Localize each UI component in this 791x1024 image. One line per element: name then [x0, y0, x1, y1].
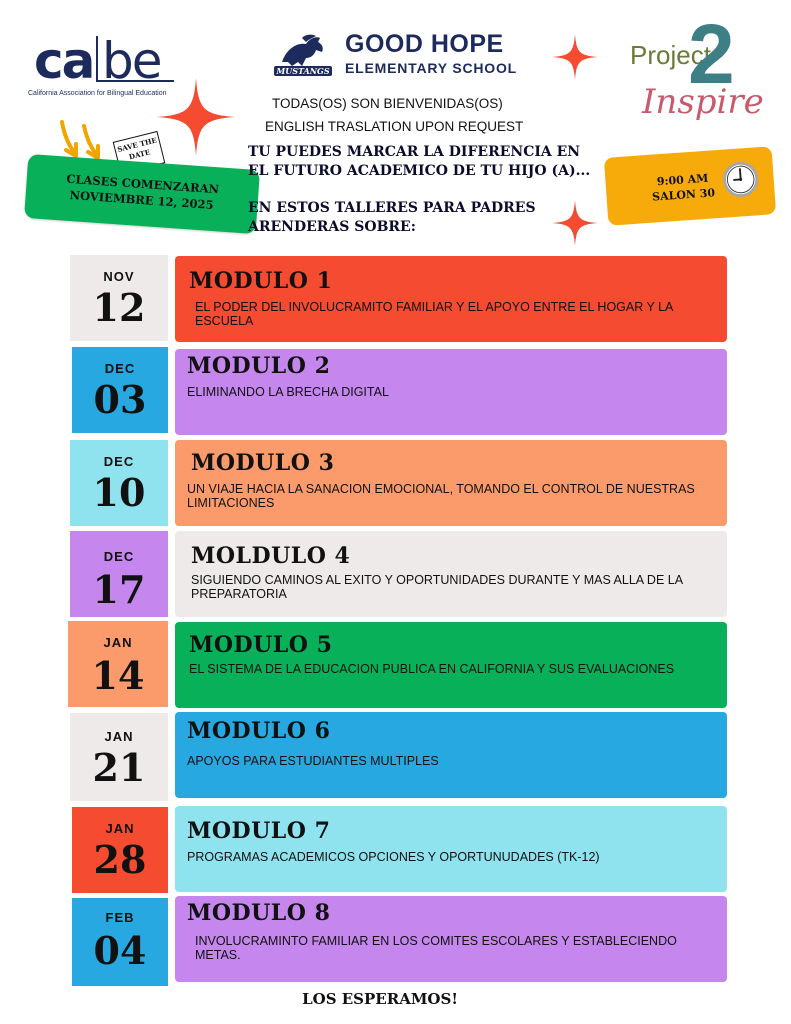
date-day: 17	[92, 567, 146, 612]
date-month: JAN	[103, 635, 133, 650]
date-month: JAN	[105, 821, 135, 836]
module-title: MOLDULO 4	[191, 543, 351, 569]
module-description: APOYOS PARA ESTUDIANTES MULTIPLES	[187, 754, 439, 768]
module-card	[175, 806, 727, 892]
sparkle-icon	[157, 78, 235, 156]
date-month: JAN	[104, 729, 134, 744]
project-logo-number: 2	[688, 7, 735, 101]
cabe-logo-letters-right: be	[102, 32, 161, 90]
start-date-badge-text: CLASES COMENZARAN NOVIEMBRE 12, 2025	[65, 171, 220, 212]
time-badge-text	[647, 170, 719, 205]
module-title: MODULO 2	[187, 353, 331, 379]
date-day: 03	[93, 377, 147, 422]
date-day: 10	[92, 470, 146, 515]
date-month: DEC	[103, 454, 135, 469]
cabe-subtitle: California Association for Bilingual Education	[28, 90, 167, 97]
date-month: DEC	[104, 361, 136, 376]
school-name: GOOD HOPE	[345, 30, 504, 58]
project-logo-word: Project	[630, 40, 711, 70]
module-card	[175, 622, 727, 708]
start-date-badge	[24, 154, 260, 234]
cabe-logo-letters-left: ca	[34, 32, 94, 90]
date-month: NOV	[103, 269, 135, 284]
save-the-date-stamp: SAVE THE DATE	[113, 131, 166, 174]
mustang-horse-icon	[272, 32, 334, 78]
school-subtitle: ELEMENTARY SCHOOL	[345, 60, 518, 76]
translation-text: ENGLISH TRASLATION UPON REQUEST	[265, 119, 524, 134]
schedule-date	[70, 440, 168, 526]
module-card	[175, 440, 727, 526]
module-card	[175, 349, 727, 435]
module-description: ELIMINANDO LA BRECHA DIGITAL	[187, 385, 389, 399]
schedule-date	[70, 255, 168, 341]
date-day: 14	[91, 653, 145, 698]
project-logo-inspire: Inspire	[642, 82, 764, 122]
welcome-text: TODAS(OS) SON BIENVENIDAS(OS)	[272, 96, 503, 111]
module-card	[175, 256, 727, 342]
module-description: PROGRAMAS ACADEMICOS OPCIONES Y OPORTUNUDADES (TK-12)	[187, 850, 600, 864]
clock-icon	[720, 159, 761, 200]
cabe-logo-mark	[28, 30, 178, 88]
schedule-date	[68, 621, 168, 707]
time-badge	[604, 146, 776, 226]
schedule-date	[72, 898, 168, 986]
module-title: MODULO 5	[189, 632, 333, 658]
module-title: MODULO 6	[187, 718, 331, 744]
date-day: 12	[92, 285, 146, 330]
schedule-date	[70, 531, 168, 617]
module-description: EL PODER DEL INVOLUCRAMITO FAMILIAR Y EL APOYO ENTRE EL HOGAR Y LA ESCUELA	[195, 300, 673, 328]
module-description: EL SISTEMA DE LA EDUCACION PUBLICA EN CALIFORNIA Y SUS EVALUACIONES	[189, 662, 675, 676]
cabe-logo	[28, 30, 178, 110]
footer-text: LOS ESPERAMOS!	[302, 990, 458, 1008]
module-card	[175, 896, 727, 982]
module-title: MODULO 8	[187, 900, 331, 926]
module-description: SIGUIENDO CAMINOS AL EXITO Y OPORTUNIDADES DURANTE Y MAS ALLA DE LA PREPARATORIA	[191, 573, 683, 601]
schedule-date	[70, 713, 168, 801]
mascot-text: MUSTANGS	[276, 66, 330, 76]
time-badge-time: 9:00 AM	[656, 171, 709, 189]
schedule-date	[72, 807, 168, 893]
schedule-date	[72, 347, 168, 433]
module-description: INVOLUCRAMINTO FAMILIAR EN LOS COMITES ESCOLARES Y ESTABLECIENDO METAS.	[195, 934, 677, 962]
module-title: MODULO 7	[187, 818, 331, 844]
time-badge-room: SALON 30	[651, 186, 716, 204]
sparkle-icon	[552, 34, 598, 80]
headline-secondary: EN ESTOS TALLERES PARA PADRES ARENDERAS SOBRE:	[248, 200, 536, 235]
date-month: FEB	[105, 910, 135, 925]
headline-primary: TU PUEDES MARCAR LA DIFERENCIA EN EL FUTURO ACADEMICO DE TU HIJO (A)...	[248, 144, 591, 179]
date-day: 28	[93, 837, 147, 882]
module-card	[175, 531, 727, 617]
module-title: MODULO 1	[189, 268, 333, 294]
module-card	[175, 712, 727, 798]
module-description: UN VIAJE HACIA LA SANACION EMOCIONAL, TOMANDO EL CONTROL DE NUESTRAS LIMITACIONES	[187, 482, 695, 510]
date-month: DEC	[103, 549, 135, 564]
module-title: MODULO 3	[191, 450, 335, 476]
date-day: 04	[93, 928, 147, 973]
date-day: 21	[92, 745, 146, 790]
